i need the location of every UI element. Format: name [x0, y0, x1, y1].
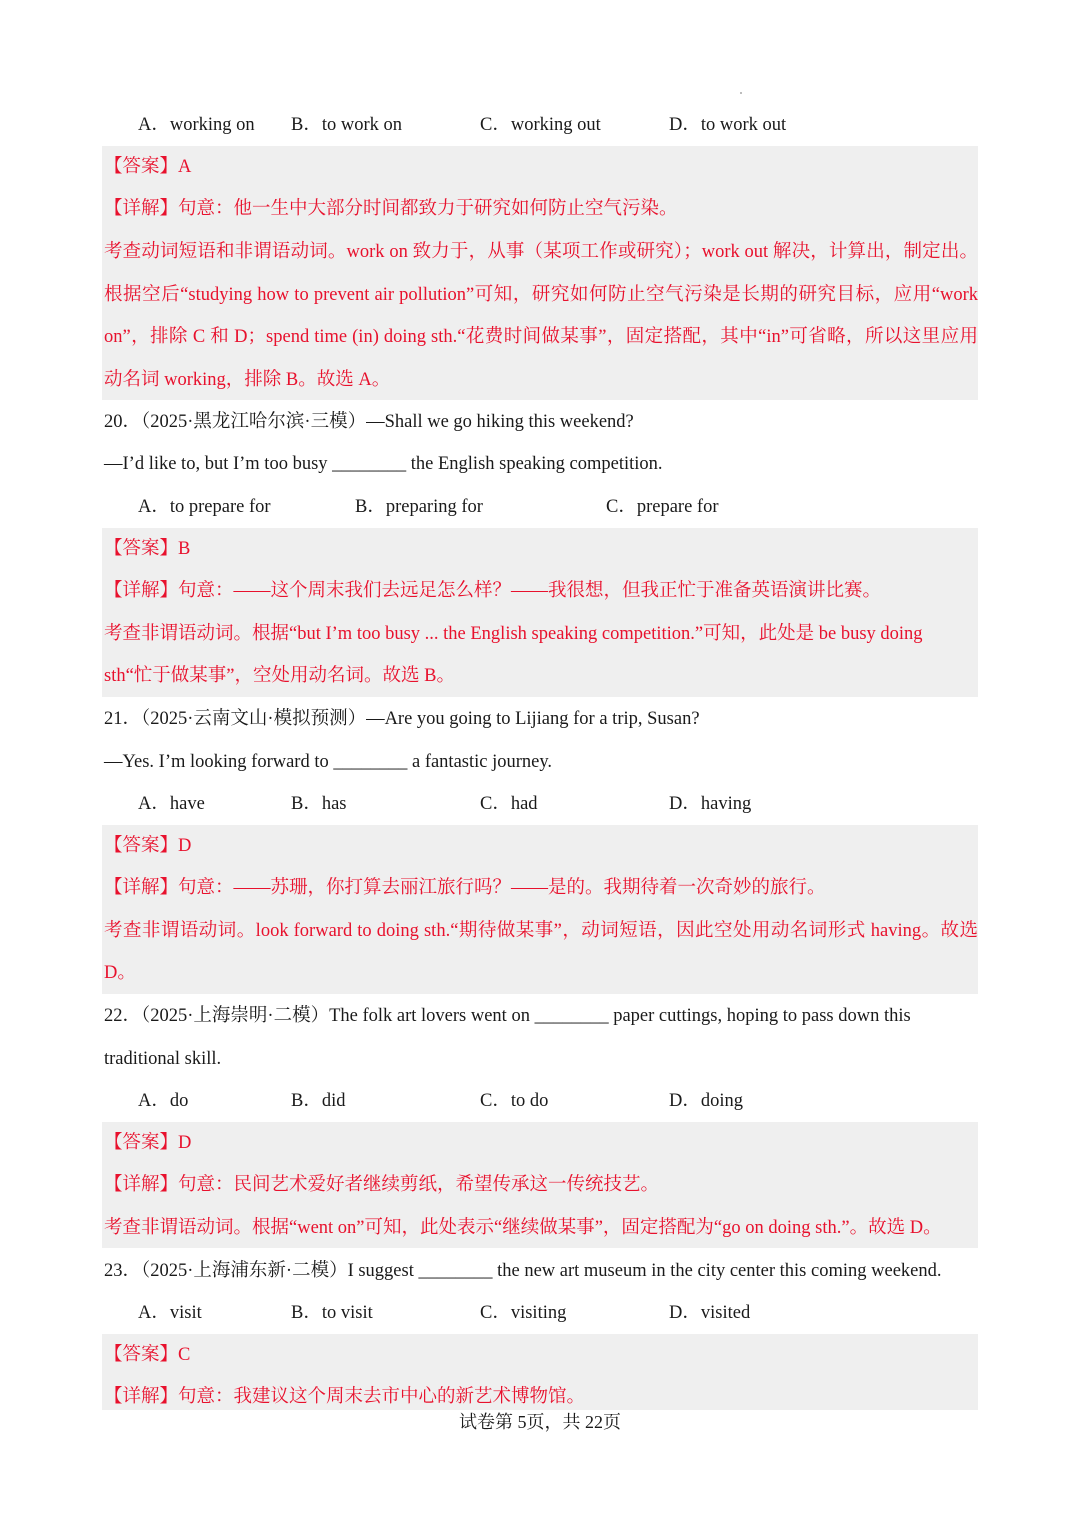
q21-option-d: D．having	[669, 794, 752, 814]
q23-detail: 【详解】句意：我建议这个周末去市中心的新艺术博物馆。	[104, 1387, 586, 1407]
q23-option-b: B．to visit	[291, 1303, 373, 1323]
q21-answer: 【答案】D	[104, 836, 192, 856]
q21-option-a: A．have	[138, 794, 205, 814]
q20-option-a: A．to prepare for	[138, 497, 271, 517]
q19-option-a: A．working on	[138, 115, 255, 135]
q21-detail: 【详解】句意：——苏珊，你打算去丽江旅行吗？——是的。我期待着一次奇妙的旅行。	[104, 878, 826, 898]
q23-stem: 23．（2025·上海浦东新·二模）I suggest ________ the new art museum in the city center this coming weekend.	[104, 1261, 942, 1281]
q21-explain-line: 考查非谓语动词。look forward to doing sth.“期待做某事”，动词短语，因此空处用动名词形式 having。故选	[104, 921, 978, 941]
q22-option-a: A．do	[138, 1091, 189, 1111]
q20-stem: 20．（2025·黑龙江哈尔滨·三模）—Shall we go hiking this weekend?	[104, 412, 634, 432]
q20-option-b: B．preparing for	[355, 497, 483, 517]
q19-option-d: D．to work out	[669, 115, 787, 135]
q22-option-c: C．to do	[480, 1091, 549, 1111]
q22-detail: 【详解】句意：民间艺术爱好者继续剪纸，希望传承这一传统技艺。	[104, 1175, 660, 1195]
q21-explain-line: D。	[104, 963, 136, 983]
q19-explain-line: on”，排除 C 和 D；spend time (in) doing sth.“花费时间做某事”，固定搭配，其中“in”可省略，所以这里应用	[104, 327, 978, 347]
q21-option-c: C．had	[480, 794, 538, 814]
q23-option-a: A．visit	[138, 1303, 202, 1323]
q22-option-b: B．did	[291, 1091, 346, 1111]
q22-answer: 【答案】D	[104, 1133, 192, 1153]
page-footer: 试卷第 5页，共 22页	[459, 1412, 621, 1432]
q21-option-b: B．has	[291, 794, 347, 814]
q23-option-c: C．visiting	[480, 1303, 567, 1323]
q22-explain-line: 考查非谓语动词。根据“went on”可知，此处表示“继续做某事”，固定搭配为“go on doing sth.”。故选 D。	[104, 1218, 942, 1238]
q19-detail: 【详解】句意：他一生中大部分时间都致力于研究如何防止空气污染。	[104, 199, 678, 219]
q19-option-b: B．to work on	[291, 115, 403, 135]
q20-explain-line: 考查非谓语动词。根据“but I’m too busy ... the English speaking competition.”可知，此处是 be busy doing	[104, 624, 923, 644]
q19-answer-box	[102, 146, 978, 400]
q19-answer: 【答案】A	[104, 157, 192, 177]
q19-option-c: C．working out	[480, 115, 601, 135]
q23-answer: 【答案】C	[104, 1345, 191, 1365]
q19-explain-line: 考查动词短语和非谓语动词。work on 致力于，从事（某项工作或研究）；work out 解决，计算出，制定出。	[104, 242, 978, 262]
q20-option-c: C．prepare for	[606, 497, 719, 517]
q21-stem: 21．（2025·云南文山·模拟预测）—Are you going to Lijiang for a trip, Susan?	[104, 709, 700, 729]
scan-dot	[740, 92, 742, 94]
q22-option-d: D．doing	[669, 1091, 744, 1111]
q20-explain-line: sth“忙于做某事”，空处用动名词。故选 B。	[104, 666, 455, 686]
q20-answer: 【答案】B	[104, 539, 191, 559]
q21-stem-reply: —Yes. I’m looking forward to ________ a fantastic journey.	[104, 752, 553, 772]
q19-explain-line: 动名词 working，排除 B。故选 A。	[104, 370, 391, 390]
q19-explain-line: 根据空后“studying how to prevent air pollution”可知，研究如何防止空气污染是长期的研究目标，应用“work	[104, 285, 978, 305]
q22-stem: 22．（2025·上海崇明·二模）The folk art lovers went on ________ paper cuttings, hoping to pass down this	[104, 1006, 911, 1026]
q22-stem-cont: traditional skill.	[104, 1049, 222, 1069]
q23-option-d: D．visited	[669, 1303, 751, 1323]
q20-stem-reply: —I’d like to, but I’m too busy ________ the English speaking competition.	[104, 454, 663, 474]
q20-detail: 【详解】句意：——这个周末我们去远足怎么样？——我很想，但我正忙于准备英语演讲比赛。	[104, 581, 882, 601]
